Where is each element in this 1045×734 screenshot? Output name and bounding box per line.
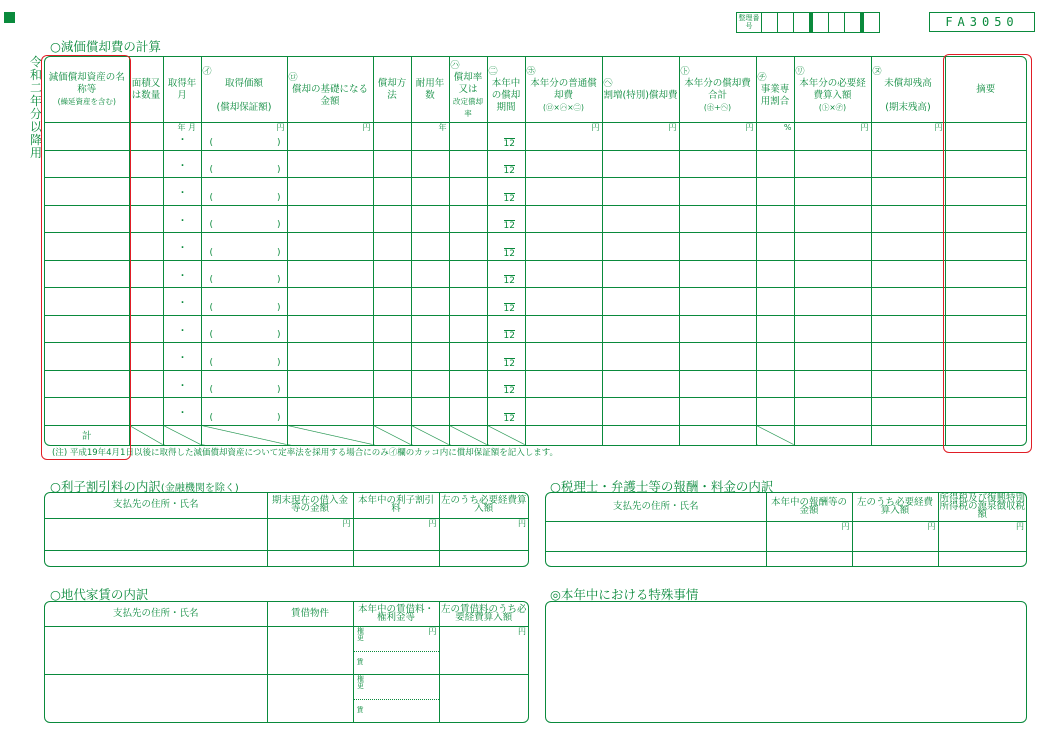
asset-cell-11[interactable] <box>602 288 679 316</box>
asset-cell-12[interactable] <box>679 233 756 261</box>
asset-cell-3[interactable]: ・ <box>163 260 201 288</box>
header-balance: ㋦ 未償却残高 (期末残高) <box>871 57 945 123</box>
asset-cell-2[interactable] <box>129 205 163 233</box>
asset-cell-5[interactable] <box>287 343 373 371</box>
asset-cell-6[interactable] <box>373 315 411 343</box>
asset-row <box>45 343 1026 371</box>
asset-cell-6[interactable] <box>373 205 411 233</box>
asset-cell-5[interactable] <box>287 398 373 426</box>
asset-cell-11[interactable] <box>602 315 679 343</box>
depreciation-table <box>44 56 1027 446</box>
asset-cell-15[interactable] <box>871 370 945 398</box>
seiri-cell[interactable] <box>864 13 879 32</box>
asset-cell-4[interactable]: ( ) <box>201 343 287 371</box>
asset-cell-7[interactable] <box>411 233 449 261</box>
asset-cell-13[interactable] <box>756 315 794 343</box>
asset-cell-14[interactable] <box>794 178 871 206</box>
asset-cell-3[interactable]: ・ <box>163 150 201 178</box>
asset-cell-2[interactable] <box>129 123 163 151</box>
asset-cell-7[interactable]: 年 <box>411 123 449 151</box>
seiri-cell[interactable] <box>762 13 778 32</box>
asset-cell-8[interactable] <box>449 150 487 178</box>
asset-cell-5[interactable] <box>287 315 373 343</box>
asset-cell-15[interactable] <box>871 315 945 343</box>
asset-cell-12[interactable] <box>679 343 756 371</box>
asset-cell-5[interactable] <box>287 233 373 261</box>
asset-cell-3[interactable]: ・ <box>163 233 201 261</box>
taxfee-h2: 本年中の報酬等の金額 <box>766 493 852 522</box>
asset-cell-10[interactable] <box>525 343 602 371</box>
asset-cell-10[interactable] <box>525 260 602 288</box>
rent-payee[interactable] <box>45 674 267 722</box>
interest-balance[interactable]: 円 <box>267 518 353 550</box>
asset-cell-12[interactable] <box>679 370 756 398</box>
total-label: 計 <box>45 425 129 445</box>
asset-cell-13[interactable] <box>756 370 794 398</box>
asset-cell-8[interactable] <box>449 398 487 426</box>
asset-cell-11[interactable] <box>602 205 679 233</box>
asset-cell-9[interactable]: 12 <box>487 370 525 398</box>
asset-cell-10[interactable] <box>525 370 602 398</box>
asset-cell-3[interactable]: ・ <box>163 205 201 233</box>
asset-cell-10[interactable] <box>525 150 602 178</box>
asset-cell-9[interactable]: 12 <box>487 150 525 178</box>
total-cell-3[interactable] <box>163 425 201 445</box>
asset-cell-2[interactable] <box>129 260 163 288</box>
depreciation-note: (注) 平成19年4月1日以後に取得した減価償却資産について定率法を採用する場合にのみ㋑欄のカッコ内に償却保証額を記入します。 <box>52 448 559 458</box>
asset-cell-9[interactable]: 12 <box>487 123 525 151</box>
asset-cell-11[interactable] <box>602 370 679 398</box>
asset-row <box>45 123 1026 151</box>
asset-cell-14[interactable] <box>794 315 871 343</box>
total-cell-5[interactable] <box>287 425 373 445</box>
rent-property[interactable] <box>267 674 353 722</box>
asset-cell-14[interactable] <box>794 343 871 371</box>
interest-title: ○利子割引料の内訳(金融機関を除く) <box>50 479 239 494</box>
asset-cell-5[interactable] <box>287 205 373 233</box>
total-cell-6[interactable] <box>373 425 411 445</box>
asset-cell-2[interactable] <box>129 233 163 261</box>
asset-cell-10[interactable] <box>525 205 602 233</box>
asset-cell-5[interactable] <box>287 150 373 178</box>
highlight-remarks-column <box>943 54 1032 453</box>
asset-cell-13[interactable] <box>756 343 794 371</box>
total-cell-8[interactable] <box>449 425 487 445</box>
asset-cell-8[interactable] <box>449 260 487 288</box>
total-cell-10[interactable] <box>525 425 602 445</box>
asset-cell-7[interactable] <box>411 260 449 288</box>
asset-cell-12[interactable]: 円 <box>679 123 756 151</box>
asset-cell-11[interactable] <box>602 233 679 261</box>
asset-cell-2[interactable] <box>129 315 163 343</box>
asset-cell-10[interactable] <box>525 398 602 426</box>
asset-cell-10[interactable] <box>525 233 602 261</box>
header-remarks: 摘要 <box>945 57 1026 123</box>
asset-cell-9[interactable]: 12 <box>487 315 525 343</box>
asset-cell-2[interactable] <box>129 343 163 371</box>
total-cell-14[interactable] <box>794 425 871 445</box>
header-asset-name: 減価償却資産の名称等 (繰延資産を含む) <box>45 57 129 123</box>
asset-row <box>45 370 1026 398</box>
asset-cell-9[interactable]: 12 <box>487 398 525 426</box>
seiri-label: 整理番号 <box>737 13 762 32</box>
asset-cell-2[interactable] <box>129 150 163 178</box>
asset-cell-15[interactable] <box>871 343 945 371</box>
asset-cell-6[interactable] <box>373 370 411 398</box>
asset-cell-15[interactable] <box>871 398 945 426</box>
rent-h1: 支払先の住所・氏名 <box>45 602 267 626</box>
asset-cell-15[interactable] <box>871 178 945 206</box>
asset-cell-3[interactable]: ・ <box>163 370 201 398</box>
asset-cell-8[interactable] <box>449 205 487 233</box>
total-cell-12[interactable] <box>679 425 756 445</box>
interest-amount[interactable] <box>353 550 439 566</box>
rent-expense[interactable] <box>439 674 528 722</box>
special-title: ◎本年中における特殊事情 <box>550 587 699 602</box>
taxfee-payee[interactable] <box>546 551 766 566</box>
header-acq-price: ㋑ 取得価額 (償却保証額) <box>201 57 287 123</box>
interest-h1: 支払先の住所・氏名 <box>45 493 267 518</box>
asset-cell-7[interactable] <box>411 398 449 426</box>
taxfee-h1: 支払先の住所・氏名 <box>546 493 766 522</box>
interest-h3: 本年中の利子割引料 <box>353 493 439 518</box>
taxfee-expense[interactable]: 円 <box>852 522 938 552</box>
corner-mark <box>4 12 15 23</box>
interest-amount[interactable]: 円 <box>353 518 439 550</box>
asset-cell-14[interactable] <box>794 205 871 233</box>
asset-cell-6[interactable] <box>373 398 411 426</box>
rent-amount[interactable]: 権更 円 賃 <box>353 626 439 674</box>
asset-cell-8[interactable] <box>449 123 487 151</box>
total-cell-13[interactable] <box>756 425 794 445</box>
taxfee-row <box>546 551 1026 566</box>
asset-cell-2[interactable] <box>129 288 163 316</box>
header-business-ratio: ㋠ 事業専用割合 <box>756 57 794 123</box>
asset-cell-4[interactable]: ( ) <box>201 370 287 398</box>
asset-row <box>45 233 1026 261</box>
total-cell-4[interactable] <box>201 425 287 445</box>
taxfee-h4: 所得税及び復興特別所得税の源泉徴収税額 <box>939 493 1026 520</box>
asset-cell-13[interactable]: % <box>756 123 794 151</box>
rent-amount[interactable]: 権更 賃 <box>353 674 439 722</box>
total-cell-7[interactable] <box>411 425 449 445</box>
seiri-cell[interactable] <box>845 13 864 32</box>
asset-cell-11[interactable] <box>602 398 679 426</box>
header-acquired: 取得年月 <box>163 57 201 123</box>
total-cell-9[interactable] <box>487 425 525 445</box>
asset-cell-10[interactable] <box>525 178 602 206</box>
rent-h2: 賃借物件 <box>267 602 353 626</box>
asset-cell-6[interactable] <box>373 233 411 261</box>
header-life: 耐用年数 <box>411 57 449 123</box>
asset-cell-15[interactable]: 円 <box>871 123 945 151</box>
asset-cell-7[interactable] <box>411 150 449 178</box>
asset-cell-12[interactable] <box>679 178 756 206</box>
asset-cell-12[interactable] <box>679 260 756 288</box>
asset-cell-2[interactable] <box>129 370 163 398</box>
asset-cell-4[interactable]: ( ) <box>201 178 287 206</box>
header-period: ㊁ 本年中の償却期間 <box>487 57 525 123</box>
asset-cell-15[interactable] <box>871 260 945 288</box>
asset-cell-15[interactable] <box>871 233 945 261</box>
asset-cell-12[interactable] <box>679 288 756 316</box>
total-cell-11[interactable] <box>602 425 679 445</box>
asset-cell-4[interactable]: ( ) <box>201 260 287 288</box>
asset-cell-14[interactable] <box>794 260 871 288</box>
form-code: FA3050 <box>929 12 1035 32</box>
asset-row <box>45 260 1026 288</box>
asset-cell-12[interactable] <box>679 150 756 178</box>
asset-cell-2[interactable] <box>129 398 163 426</box>
asset-cell-13[interactable] <box>756 398 794 426</box>
asset-cell-3[interactable]: 年 月 ・ <box>163 123 201 151</box>
asset-cell-8[interactable] <box>449 233 487 261</box>
rent-h4: 左の賃借料のうち必要経費算入額 <box>439 602 528 626</box>
asset-cell-4[interactable]: ( ) <box>201 150 287 178</box>
asset-cell-13[interactable] <box>756 233 794 261</box>
asset-cell-10[interactable] <box>525 288 602 316</box>
asset-cell-3[interactable]: ・ <box>163 178 201 206</box>
header-expense: ㋷ 本年分の必要経費算入額 (㋣×㋠) <box>794 57 871 123</box>
header-normal-dep: ㋭ 本年分の普通償却費 (㋺×㋩×㊁) <box>525 57 602 123</box>
asset-cell-3[interactable]: ・ <box>163 398 201 426</box>
asset-cell-10[interactable]: 円 <box>525 123 602 151</box>
header-row <box>45 57 1026 123</box>
asset-row <box>45 288 1026 316</box>
asset-cell-6[interactable] <box>373 288 411 316</box>
asset-cell-6[interactable] <box>373 260 411 288</box>
rent-expense[interactable]: 円 <box>439 626 528 674</box>
taxfee-withholding[interactable] <box>938 551 1026 566</box>
asset-cell-4[interactable]: ( ) <box>201 398 287 426</box>
asset-cell-13[interactable] <box>756 260 794 288</box>
asset-cell-4[interactable]: 円 ( ) <box>201 123 287 151</box>
interest-expense[interactable]: 円 <box>439 518 528 550</box>
rent-h3: 本年中の賃借料・権利金等 <box>353 602 439 626</box>
seiri-number-box <box>736 12 880 33</box>
interest-payee[interactable] <box>45 550 267 566</box>
taxfee-h3: 左のうち必要経費算入額 <box>852 493 938 522</box>
seiri-cell[interactable] <box>794 13 813 32</box>
asset-cell-15[interactable] <box>871 288 945 316</box>
header-method: 償却方法 <box>373 57 411 123</box>
header-special-dep: ㋬ 割増(特別)償却費 <box>602 57 679 123</box>
asset-cell-8[interactable] <box>449 288 487 316</box>
interest-h2: 期末現在の借入金等の金額 <box>267 493 353 518</box>
rent-table <box>44 601 529 723</box>
depreciation-title: ○減価償却費の計算 <box>50 39 161 54</box>
asset-cell-5[interactable]: 円 <box>287 123 373 151</box>
interest-row <box>45 550 528 566</box>
asset-cell-14[interactable] <box>794 370 871 398</box>
side-label: 令和二年分以降用 <box>29 55 42 160</box>
asset-cell-8[interactable] <box>449 370 487 398</box>
asset-cell-7[interactable] <box>411 343 449 371</box>
header-rate: ㋩ 償却率又は 改定償却率 <box>449 57 487 123</box>
taxfee-withholding[interactable]: 円 <box>938 522 1026 552</box>
header-base-amount: ㋺ 償却の基礎になる金額 <box>287 57 373 123</box>
seiri-cell[interactable] <box>813 13 829 32</box>
interest-expense[interactable] <box>439 550 528 566</box>
asset-cell-14[interactable] <box>794 288 871 316</box>
interest-table <box>44 492 529 567</box>
asset-cell-6[interactable] <box>373 343 411 371</box>
taxfee-payee[interactable] <box>546 522 766 552</box>
asset-cell-14[interactable] <box>794 150 871 178</box>
asset-cell-8[interactable] <box>449 343 487 371</box>
rent-payee[interactable] <box>45 626 267 674</box>
asset-cell-8[interactable] <box>449 315 487 343</box>
asset-cell-6[interactable] <box>373 123 411 151</box>
asset-cell-6[interactable] <box>373 178 411 206</box>
asset-row <box>45 315 1026 343</box>
asset-cell-9[interactable]: 12 <box>487 205 525 233</box>
asset-cell-4[interactable]: ( ) <box>201 288 287 316</box>
asset-cell-13[interactable] <box>756 205 794 233</box>
asset-cell-7[interactable] <box>411 370 449 398</box>
taxfee-amount[interactable]: 円 <box>766 522 852 552</box>
interest-h4: 左のうち必要経費算入額 <box>439 493 528 518</box>
asset-cell-6[interactable] <box>373 150 411 178</box>
asset-cell-11[interactable] <box>602 150 679 178</box>
asset-cell-9[interactable]: 12 <box>487 260 525 288</box>
asset-cell-3[interactable]: ・ <box>163 288 201 316</box>
asset-cell-12[interactable] <box>679 315 756 343</box>
interest-row <box>45 518 528 550</box>
asset-cell-9[interactable]: 12 <box>487 343 525 371</box>
asset-cell-12[interactable] <box>679 205 756 233</box>
asset-cell-3[interactable]: ・ <box>163 343 201 371</box>
asset-cell-3[interactable]: ・ <box>163 315 201 343</box>
asset-cell-15[interactable] <box>871 205 945 233</box>
rent-title: ○地代家賃の内訳 <box>50 587 149 602</box>
asset-cell-14[interactable] <box>794 233 871 261</box>
rent-row <box>45 674 528 722</box>
asset-cell-5[interactable] <box>287 178 373 206</box>
asset-cell-15[interactable] <box>871 150 945 178</box>
asset-row <box>45 398 1026 426</box>
seiri-cell[interactable] <box>829 13 845 32</box>
asset-cell-5[interactable] <box>287 260 373 288</box>
asset-cell-8[interactable] <box>449 178 487 206</box>
taxfee-row <box>546 522 1026 552</box>
asset-cell-4[interactable]: ( ) <box>201 205 287 233</box>
rent-property[interactable] <box>267 626 353 674</box>
asset-cell-5[interactable] <box>287 370 373 398</box>
interest-balance[interactable] <box>267 550 353 566</box>
asset-cell-5[interactable] <box>287 288 373 316</box>
asset-row <box>45 205 1026 233</box>
asset-cell-7[interactable] <box>411 315 449 343</box>
asset-cell-11[interactable] <box>602 343 679 371</box>
asset-cell-10[interactable] <box>525 315 602 343</box>
rent-row <box>45 626 528 674</box>
asset-cell-12[interactable] <box>679 398 756 426</box>
special-box[interactable] <box>545 601 1027 723</box>
asset-cell-9[interactable]: 12 <box>487 233 525 261</box>
asset-cell-7[interactable] <box>411 205 449 233</box>
asset-cell-4[interactable]: ( ) <box>201 315 287 343</box>
asset-cell-2[interactable] <box>129 178 163 206</box>
asset-cell-11[interactable]: 円 <box>602 123 679 151</box>
header-quantity: 面積又は数量 <box>129 57 163 123</box>
total-row <box>45 425 1026 445</box>
asset-cell-7[interactable] <box>411 178 449 206</box>
asset-row <box>45 150 1026 178</box>
asset-cell-9[interactable]: 12 <box>487 288 525 316</box>
asset-cell-11[interactable] <box>602 178 679 206</box>
total-cell-2[interactable] <box>129 425 163 445</box>
asset-cell-13[interactable] <box>756 150 794 178</box>
taxfee-title: ○税理士・弁護士等の報酬・料金の内訳 <box>550 479 774 494</box>
asset-cell-13[interactable] <box>756 178 794 206</box>
taxfee-amount[interactable] <box>766 551 852 566</box>
seiri-cell[interactable] <box>778 13 794 32</box>
asset-cell-14[interactable] <box>794 398 871 426</box>
interest-payee[interactable] <box>45 518 267 550</box>
asset-cell-7[interactable] <box>411 288 449 316</box>
asset-cell-13[interactable] <box>756 288 794 316</box>
asset-row <box>45 178 1026 206</box>
total-cell-15[interactable] <box>871 425 945 445</box>
header-dep-total: ㋣ 本年分の償却費合計 (㋭+㋬) <box>679 57 756 123</box>
taxfee-expense[interactable] <box>852 551 938 566</box>
asset-cell-11[interactable] <box>602 260 679 288</box>
asset-cell-9[interactable]: 12 <box>487 178 525 206</box>
taxfee-table <box>545 492 1027 567</box>
asset-cell-14[interactable]: 円 <box>794 123 871 151</box>
highlight-name-column <box>41 55 131 460</box>
asset-cell-4[interactable]: ( ) <box>201 233 287 261</box>
